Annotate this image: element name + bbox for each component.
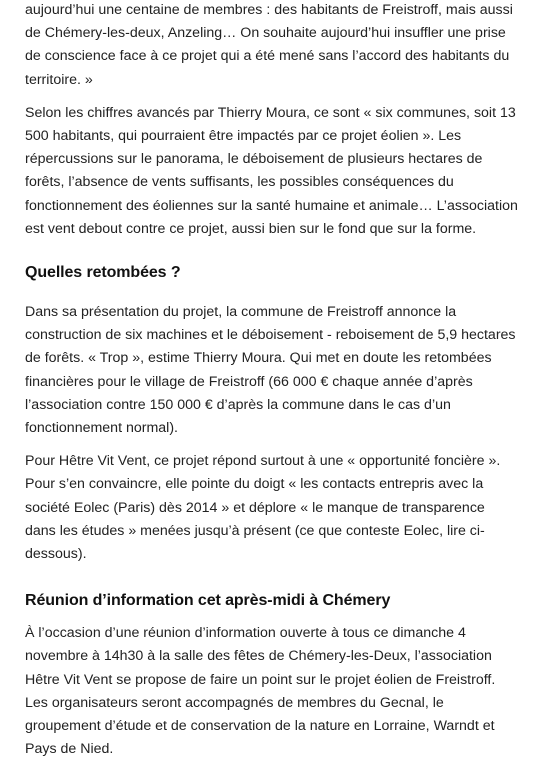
section-heading: Réunion d’information cet après-midi à Chémery (25, 592, 391, 610)
article-paragraph: aujourd’hui une centaine de membres : des habitants de Freistroff, mais aussi de Chémery-les-deux, Anzeling… On souhaite aujourd’hui insuffler une prise de conscience face à ce projet qui a été mené sans l’accord des habitants du territoire. » (25, 2, 513, 88)
article-paragraph: À l’occasion d’une réunion d’information ouverte à tous ce dimanche 4 novembre à 14h30 à la salle des fêtes de Chémery-les-Deux, l’association Hêtre Vit Vent se propose de faire un point sur le projet éolien de Freistroff. Les organisateurs seront accompagnés de membres du Gecnal, le groupement d’étude et de conservation de la nature en Lorraine, Warndt et Pays de Nied. (25, 625, 496, 758)
article-paragraph: Selon les chiffres avancés par Thierry Moura, ce sont « six communes, soit 13 500 habitants, qui pourraient être impactés par ce projet éolien ». Les répercussions sur le panorama, le déboisement de plusieurs hectares de forêts, l’absence de vents suffisants, les possibles conséquences du fonctionnement des éoliennes sur la santé humaine et animale… L’association est vent debout contre ce projet, aussi bien sur le fond que sur la forme. (25, 104, 518, 237)
article-paragraph: Dans sa présentation du projet, la commune de Freistroff annonce la construction de six machines et le déboisement - reboisement de 5,9 hectares de forêts. « Trop », estime Thierry Moura. Qui met en doute les retombées financières pour le village de Freistroff (66 000 € chaque année d’après l’association contre 150 000 € d’après la commune dans le cas d’un fonctionnement normal). (25, 304, 516, 437)
section-heading: Quelles retombées ? (25, 264, 181, 282)
article-paragraph: Pour Hêtre Vit Vent, ce projet répond surtout à une « opportunité foncière ». Pour s’en convaincre, elle pointe du doigt « les contacts entrepris avec la société Eolec (Paris) dès 2014 » et déplore « le manque de transparence dans les études » menées jusqu’à présent (ce que conteste Eolec, lire ci-dessous). (25, 453, 501, 563)
